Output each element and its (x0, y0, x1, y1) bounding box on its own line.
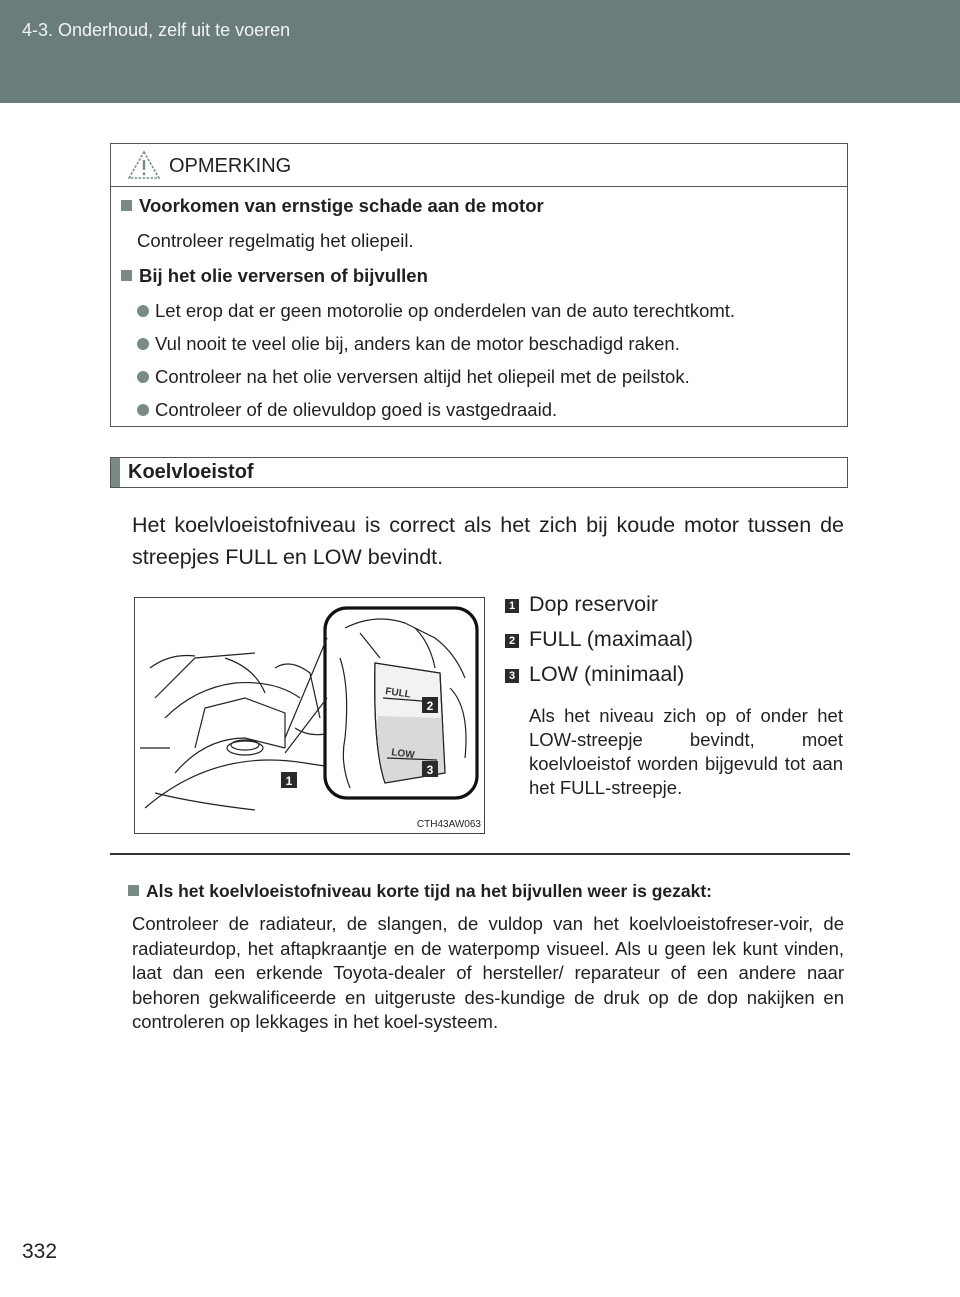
legend-label: Dop reservoir (529, 592, 659, 616)
svg-text:2: 2 (426, 699, 434, 713)
heading-accent-bar (111, 458, 120, 487)
section-title: 4-3. Onderhoud, zelf uit te voeren (22, 20, 291, 40)
section-heading-title: Koelvloeistof (128, 461, 254, 483)
marker-2 (422, 697, 438, 713)
legend-label: LOW (minimaal) (529, 662, 685, 686)
engine-bay-figure (134, 597, 485, 834)
marker-3 (422, 761, 438, 777)
intro-paragraph: Het koelvloeistofniveau is correct als het zich bij koude motor tussen de streepjes FULL en LOW bevindt. (132, 513, 844, 569)
page-number: 332 (22, 1240, 58, 1263)
notice-heading: Voorkomen van ernstige schade aan de motor (121, 195, 544, 217)
coolant-reservoir-illustration (135, 598, 484, 833)
round-bullet-icon (137, 338, 149, 350)
legend-item (505, 592, 658, 617)
svg-text:1: 1 (285, 774, 293, 788)
notice-text: Controleer regelmatig het oliepeil. (137, 230, 414, 251)
notice-title: OPMERKING (169, 155, 292, 177)
round-bullet-icon (137, 404, 149, 416)
notice-bullet: Let erop dat er geen motorolie op onderdelen van de auto terechtkomt. (137, 300, 735, 322)
notice-heading: Bij het olie verversen of bijvullen (121, 265, 428, 287)
footnote-body: Controleer de radiateur, de slangen, de vuldop van het koelvloeistofreser-voir, de radiateurdop, het aftapkraantje en de waterpomp visueel. Als u geen lek kunt vinden, laat dan een erkende Toyota-dealer of hersteller/ reparateur of een andere naar behoren gekwalificeerde en uitgeruste des-kundige de druk op de dop nakijken en controleren op lekkages in het koel-systeem. (132, 913, 844, 1032)
warning-triangle-icon (127, 150, 161, 180)
divider (110, 853, 850, 855)
reservoir-full-label: FULL (384, 686, 412, 701)
marker-1 (281, 772, 297, 788)
square-bullet-icon (128, 885, 139, 896)
legend-number: 1 (505, 599, 519, 613)
legend-number: 2 (505, 634, 519, 648)
footnote-heading: Als het koelvloeistofniveau korte tijd na het bijvullen weer is gezakt: (128, 881, 712, 902)
notice-bullet: Controleer na het olie verversen altijd het oliepeil met de peilstok. (137, 366, 690, 388)
square-bullet-icon (121, 270, 132, 281)
legend-item (505, 662, 684, 687)
notice-bullet: Vul nooit te veel olie bij, anders kan de motor beschadigd raken. (137, 333, 680, 355)
reservoir-low-label: LOW (390, 747, 416, 762)
square-bullet-icon (121, 200, 132, 211)
round-bullet-icon (137, 371, 149, 383)
legend-label: FULL (maximaal) (529, 627, 694, 651)
round-bullet-icon (137, 305, 149, 317)
figure-code: CTH43AW063 (416, 819, 481, 830)
legend-item (505, 627, 693, 652)
section-heading (110, 457, 848, 488)
refill-note: Als het niveau zich op of onder het LOW-streepje bevindt, moet koelvloeistof worden bijgevuld tot aan het FULL-streepje. (529, 705, 843, 798)
notice-bullet: Controleer of de olievuldop goed is vastgedraaid. (137, 399, 557, 421)
notice-box (110, 143, 848, 427)
legend-number: 3 (505, 669, 519, 683)
notice-header (111, 144, 847, 187)
svg-text:3: 3 (426, 763, 434, 777)
page-header (0, 0, 960, 103)
